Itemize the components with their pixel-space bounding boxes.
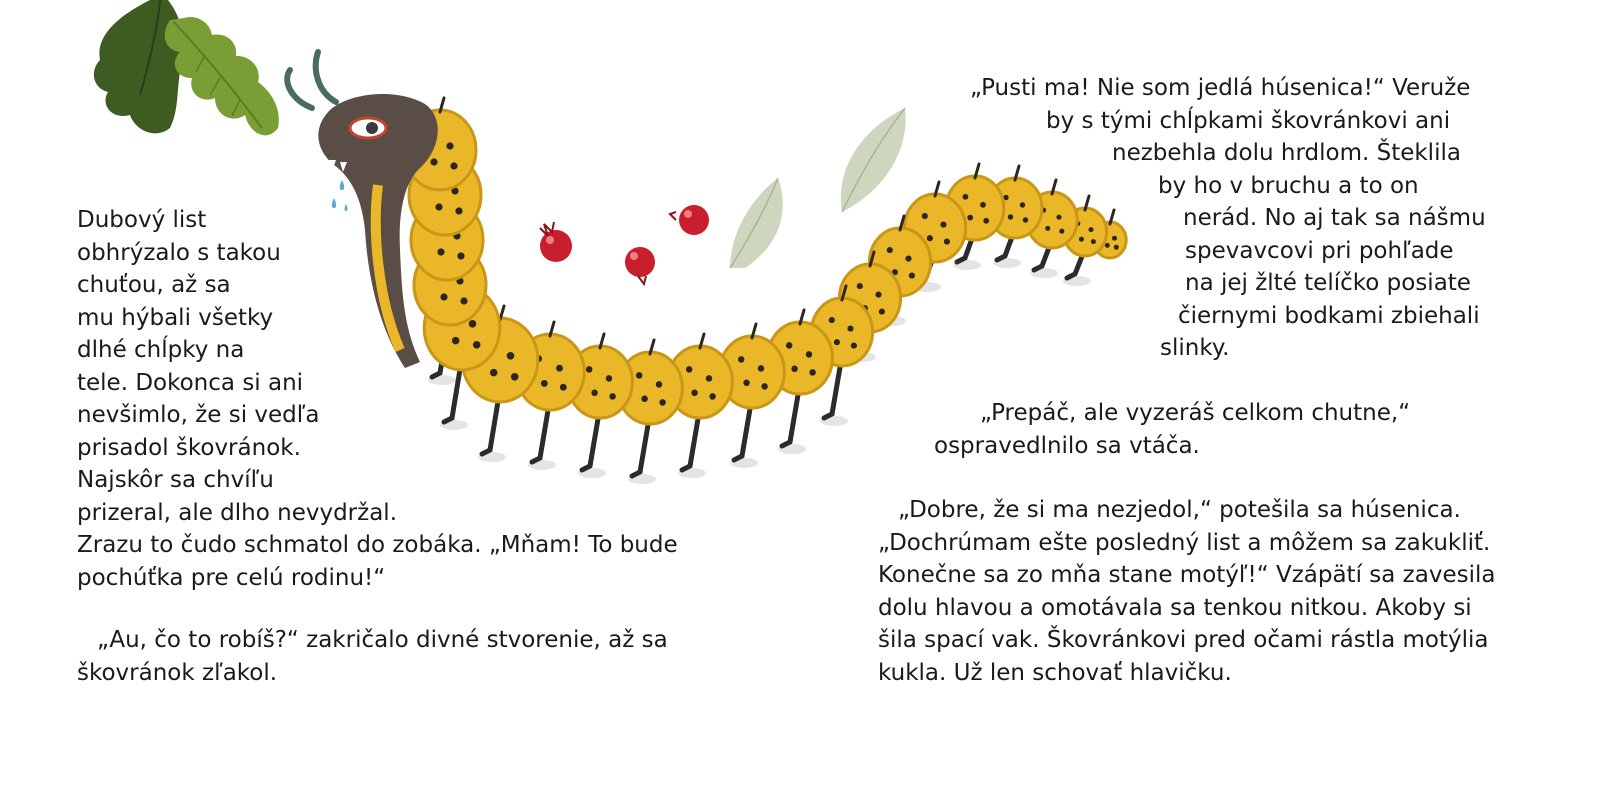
text-line: na jej žlté telíčko posiate (1185, 270, 1471, 296)
text-line: tele. Dokonca si ani (77, 369, 304, 396)
text-line: pochúťka pre celú rodinu!“ (77, 564, 386, 591)
text-line: „Pusti ma! Nie som jedlá húsenica!“ Veruže (970, 75, 1471, 101)
right-paragraph-1 (0, 72, 1600, 365)
caterpillar-spot (706, 375, 712, 381)
caterpillar-spot (791, 366, 797, 372)
caterpillar-spot (686, 366, 692, 372)
text-line: „Prepáč, ale vyzeráš celkom chutne,“ (980, 400, 1411, 426)
text-line: Dubový list (77, 207, 207, 233)
caterpillar-spot (743, 380, 749, 386)
text-line: dolu hlavou a omotávala sa tenkou nitkou. Akoby si (878, 594, 1472, 621)
text-line: prizeral, ale dlho nevydržal. (77, 499, 398, 526)
text-line: „Dochrúmam ešte posledný list a môžem sa zakukliť. (878, 529, 1491, 556)
caterpillar-spot (758, 365, 764, 371)
caterpillar-spot (691, 390, 697, 396)
text-line: ospravedlnilo sa vtáča. (934, 432, 1200, 459)
text-line: čiernymi bodkami zbiehali (1178, 302, 1480, 329)
text-line: chuťou, až sa (77, 272, 231, 298)
caterpillar-spot (761, 383, 767, 389)
text-line: spevavcovi pri pohľade (1185, 237, 1454, 264)
text-line: nezbehla dolu hrdlom. Šteklila (1112, 140, 1461, 166)
caterpillar-spot (809, 369, 815, 375)
text-line: by s tými chĺpkami škovránkovi ani (1046, 107, 1451, 134)
text-line: nerád. No aj tak sa nášmu (1183, 205, 1486, 231)
text-line: Najskôr sa chvíľu (77, 467, 274, 493)
text-line: šila spací vak. Škovránkovi pred očami rástla motýlia (878, 627, 1489, 653)
text-line: prisadol škovránok. (77, 434, 301, 461)
right-paragraph-2 (0, 397, 1600, 462)
text-line: „Dobre, že si ma nezjedol,“ potešila sa húsenica. (898, 497, 1461, 523)
text-line: by ho v bruchu a to on (1158, 172, 1419, 199)
text-line: slinky. (1160, 335, 1230, 361)
text-line: Zrazu to čudo schmatol do zobáka. „Mňam! To bude (77, 532, 678, 558)
text-line: nevšimlo, že si vedľa (77, 402, 320, 428)
left-paragraph-2 (77, 624, 668, 689)
text-line: Konečne sa zo mňa stane motýľ!“ Vzápätí sa zavesila (878, 562, 1496, 588)
text-line: škovránok zľakol. (77, 659, 278, 686)
text-line: mu hýbali všetky (77, 304, 274, 331)
text-line: „Au, čo to robíš?“ zakričalo divné stvorenie, až sa (97, 627, 668, 653)
text-line: kukla. Už len schovať hlavičku. (878, 659, 1232, 686)
right-paragraph-3 (878, 494, 1495, 689)
text-line: obhrýzalo s takou (77, 239, 281, 266)
text-line: dlhé chĺpky na (77, 337, 245, 363)
